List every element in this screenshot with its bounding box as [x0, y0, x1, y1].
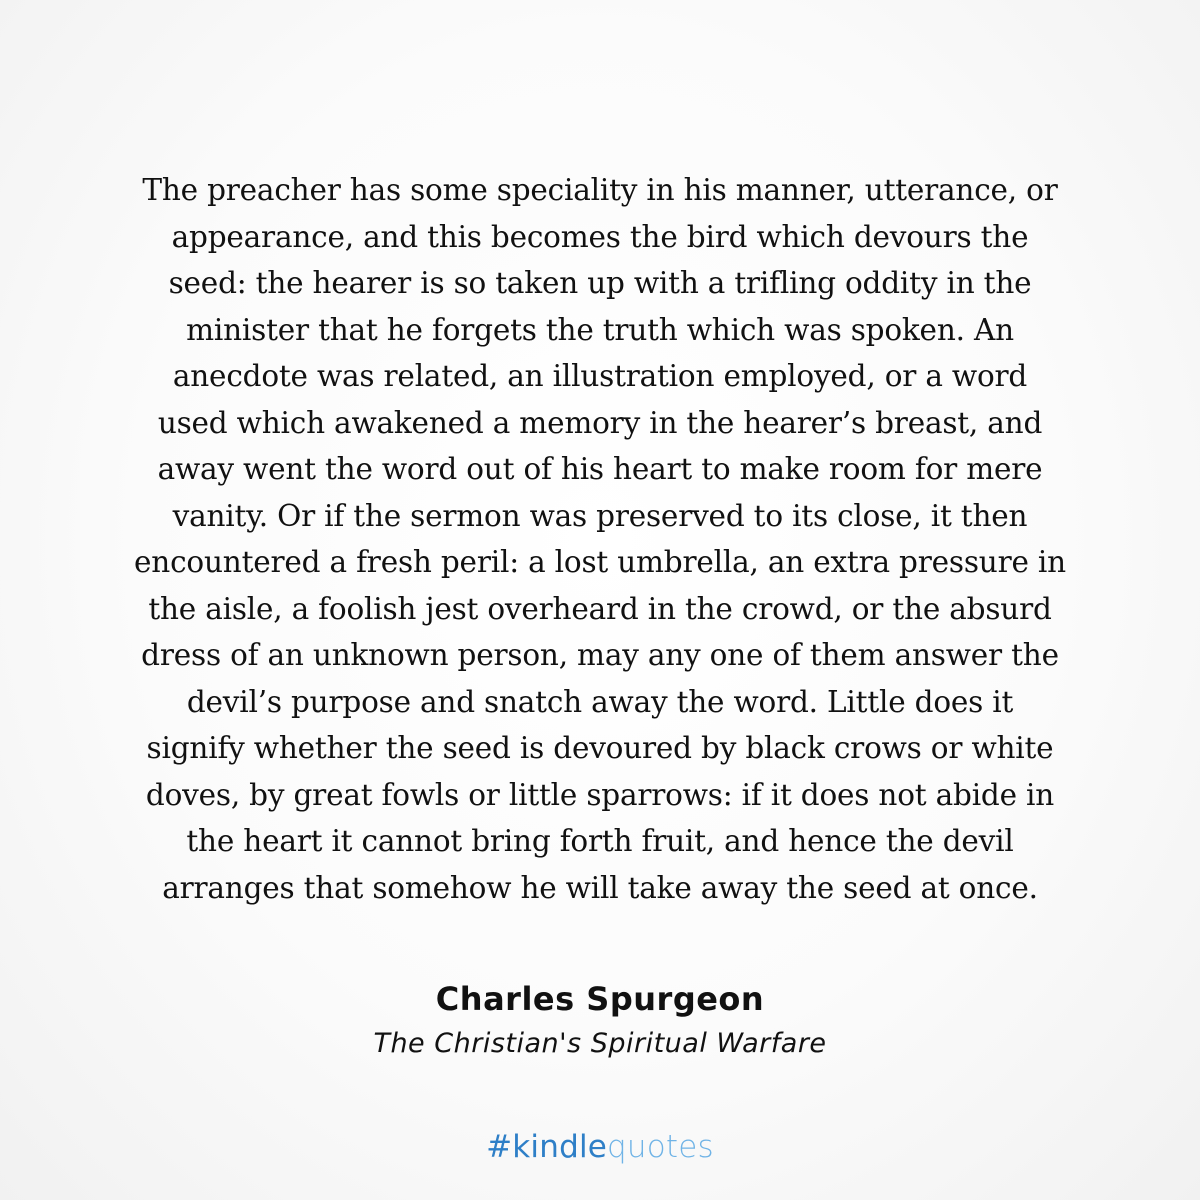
- hashtag-quotes: quotes: [607, 1129, 714, 1165]
- quote-line: doves, by great fowls or little sparrows: if it does not abide in: [145, 777, 1055, 812]
- quote-line: minister that he forgets the truth which was spoken. An: [186, 312, 1014, 347]
- quote-line: devil’s purpose and snatch away the word. Little does it: [186, 684, 1014, 719]
- quote-line: arranges that somehow he will take away the seed at once.: [162, 870, 1038, 905]
- quote-line: encountered a fresh peril: a lost umbrella, an extra pressure in: [134, 545, 1066, 579]
- quote-line: dress of an unknown person, may any one of them answer the: [141, 638, 1059, 672]
- quote-line: the heart it cannot bring forth fruit, and hence the devil: [186, 824, 1014, 858]
- quote-line: vanity. Or if the sermon was preserved to its close, it then: [172, 498, 1028, 533]
- quote-text: [70, 167, 1130, 911]
- author-name: Charles Spurgeon: [435, 980, 765, 1018]
- quote-line: appearance, and this becomes the bird which devours the: [171, 219, 1029, 254]
- quote-line: signify whether the seed is devoured by black crows or white: [146, 731, 1054, 765]
- kindle-quotes-hashtag: [0, 1124, 1200, 1170]
- quote-line: away went the word out of his heart to make room for mere: [157, 452, 1043, 486]
- book-title: The Christian's Spiritual Warfare: [373, 1028, 827, 1059]
- quote-line: the aisle, a foolish jest overheard in the crowd, or the absurd: [148, 591, 1052, 626]
- hashtag-kindle: #kindle: [486, 1129, 608, 1165]
- quote-line: anecdote was related, an illustration employed, or a word: [172, 359, 1028, 393]
- quote-line: The preacher has some speciality in his manner, utterance, or: [142, 173, 1058, 207]
- quote-line: used which awakened a memory in the hearer’s breast, and: [157, 405, 1043, 440]
- quote-line: seed: the hearer is so taken up with a trifling oddity in the: [168, 266, 1032, 300]
